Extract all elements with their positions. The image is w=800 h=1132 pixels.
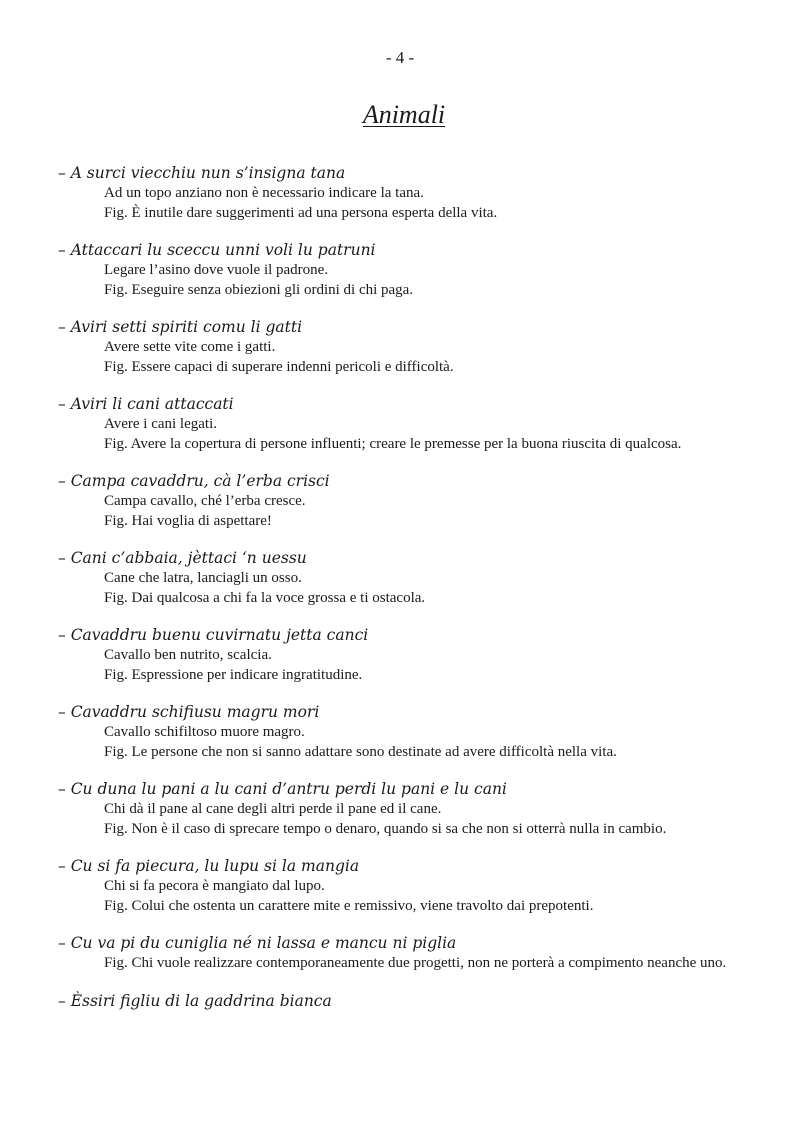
proverb-text: Aviri setti spiriti comu li gatti — [70, 318, 303, 336]
proverb-text: Aviri li cani attaccati — [70, 395, 234, 413]
bullet-dash: – — [58, 472, 71, 490]
bullet-dash: – — [58, 934, 71, 952]
list-item — [58, 624, 758, 685]
list-item — [58, 470, 758, 531]
list-item — [58, 990, 758, 1012]
meaning-text: Fig. Colui che ostenta un carattere mite e remissivo, viene travolto dai prepotenti. — [104, 897, 594, 914]
proverb-text: Cavaddru schifiusu magru mori — [70, 703, 320, 721]
bullet-dash: – — [58, 318, 71, 336]
translation-text: Chi si fa pecora è mangiato dal lupo. — [104, 878, 325, 894]
list-item — [58, 547, 758, 608]
translation-text: Cavallo ben nutrito, scalcia. — [104, 647, 272, 663]
bullet-dash: – — [58, 241, 71, 259]
meaning-text: Fig. Espressione per indicare ingratitudine. — [104, 666, 363, 683]
list-item — [58, 778, 758, 839]
bullet-dash: – — [58, 991, 71, 1010]
list-item — [58, 701, 758, 762]
meaning-text: Fig. Hai voglia di aspettare! — [104, 512, 272, 529]
meaning-text: Fig. È inutile dare suggerimenti ad una persona esperta della vita. — [104, 204, 498, 221]
bullet-dash: – — [58, 703, 71, 721]
page-number: - 4 - — [385, 48, 415, 67]
translation-text: Legare l’asino dove vuole il padrone. — [104, 262, 329, 278]
meaning-text: Fig. Avere la copertura di persone influenti; creare le premesse per la buona riuscita di qualcosa. — [104, 435, 682, 452]
translation-text: Cane che latra, lanciagli un osso. — [104, 570, 302, 586]
list-item — [58, 239, 758, 300]
translation-text: Chi dà il pane al cane degli altri perde il pane ed il cane. — [104, 801, 442, 817]
meaning-text: Fig. Eseguire senza obiezioni gli ordini di chi paga. — [104, 281, 414, 298]
proverb-text: Cavaddru buenu cuvirnatu jetta canci — [70, 626, 369, 644]
page-title: Animali — [362, 100, 446, 129]
list-item — [58, 932, 758, 974]
list-item — [58, 855, 758, 916]
proverb-text: Èssiri figliu di la gaddrina bianca — [70, 991, 332, 1010]
proverb-text: Attaccari lu sceccu unni voli lu patruni — [70, 241, 376, 259]
bullet-dash: – — [58, 164, 71, 182]
translation-text: Campa cavallo, ché l’erba cresce. — [104, 493, 306, 509]
translation-text: Cavallo schifiltoso muore magro. — [104, 724, 305, 740]
proverb-text: Campa cavaddru, cà l’erba crisci — [70, 472, 330, 490]
bullet-dash: – — [58, 626, 71, 644]
proverb-text: Cu si fa piecura, lu lupu si la mangia — [70, 857, 360, 875]
meaning-text: Fig. Le persone che non si sanno adattare sono destinate ad avere difficoltà nella vita. — [104, 743, 617, 760]
bullet-dash: – — [58, 549, 71, 567]
list-item — [58, 162, 758, 223]
bullet-dash: – — [58, 395, 71, 413]
bullet-dash: – — [58, 780, 71, 798]
meaning-text: Fig. Chi vuole realizzare contemporaneamente due progetti, non ne porterà a compimento neanche uno. — [104, 955, 727, 971]
list-item — [58, 316, 758, 377]
translation-text: Avere i cani legati. — [104, 416, 217, 432]
proverb-text: Cani c’abbaia, jèttaci ‘n uessu — [70, 549, 307, 567]
translation-text: Avere sette vite come i gatti. — [104, 339, 276, 355]
list-item — [58, 393, 758, 454]
translation-text: Ad un topo anziano non è necessario indicare la tana. — [104, 185, 424, 201]
proverb-text: Cu duna lu pani a lu cani d’antru perdi lu pani e lu cani — [70, 780, 507, 798]
proverb-text: A surci viecchiu nun s’insigna tana — [70, 164, 346, 182]
bullet-dash: – — [58, 857, 71, 875]
proverb-text: Cu va pi du cuniglia né ni lassa e mancu ni piglia — [70, 934, 457, 952]
meaning-text: Fig. Essere capaci di superare indenni pericoli e difficoltà. — [104, 358, 454, 375]
proverb-list — [58, 162, 758, 1028]
meaning-text: Fig. Non è il caso di sprecare tempo o denaro, quando si sa che non si otterrà nulla in cambio. — [104, 820, 667, 837]
meaning-text: Fig. Dai qualcosa a chi fa la voce grossa e ti ostacola. — [104, 589, 426, 606]
